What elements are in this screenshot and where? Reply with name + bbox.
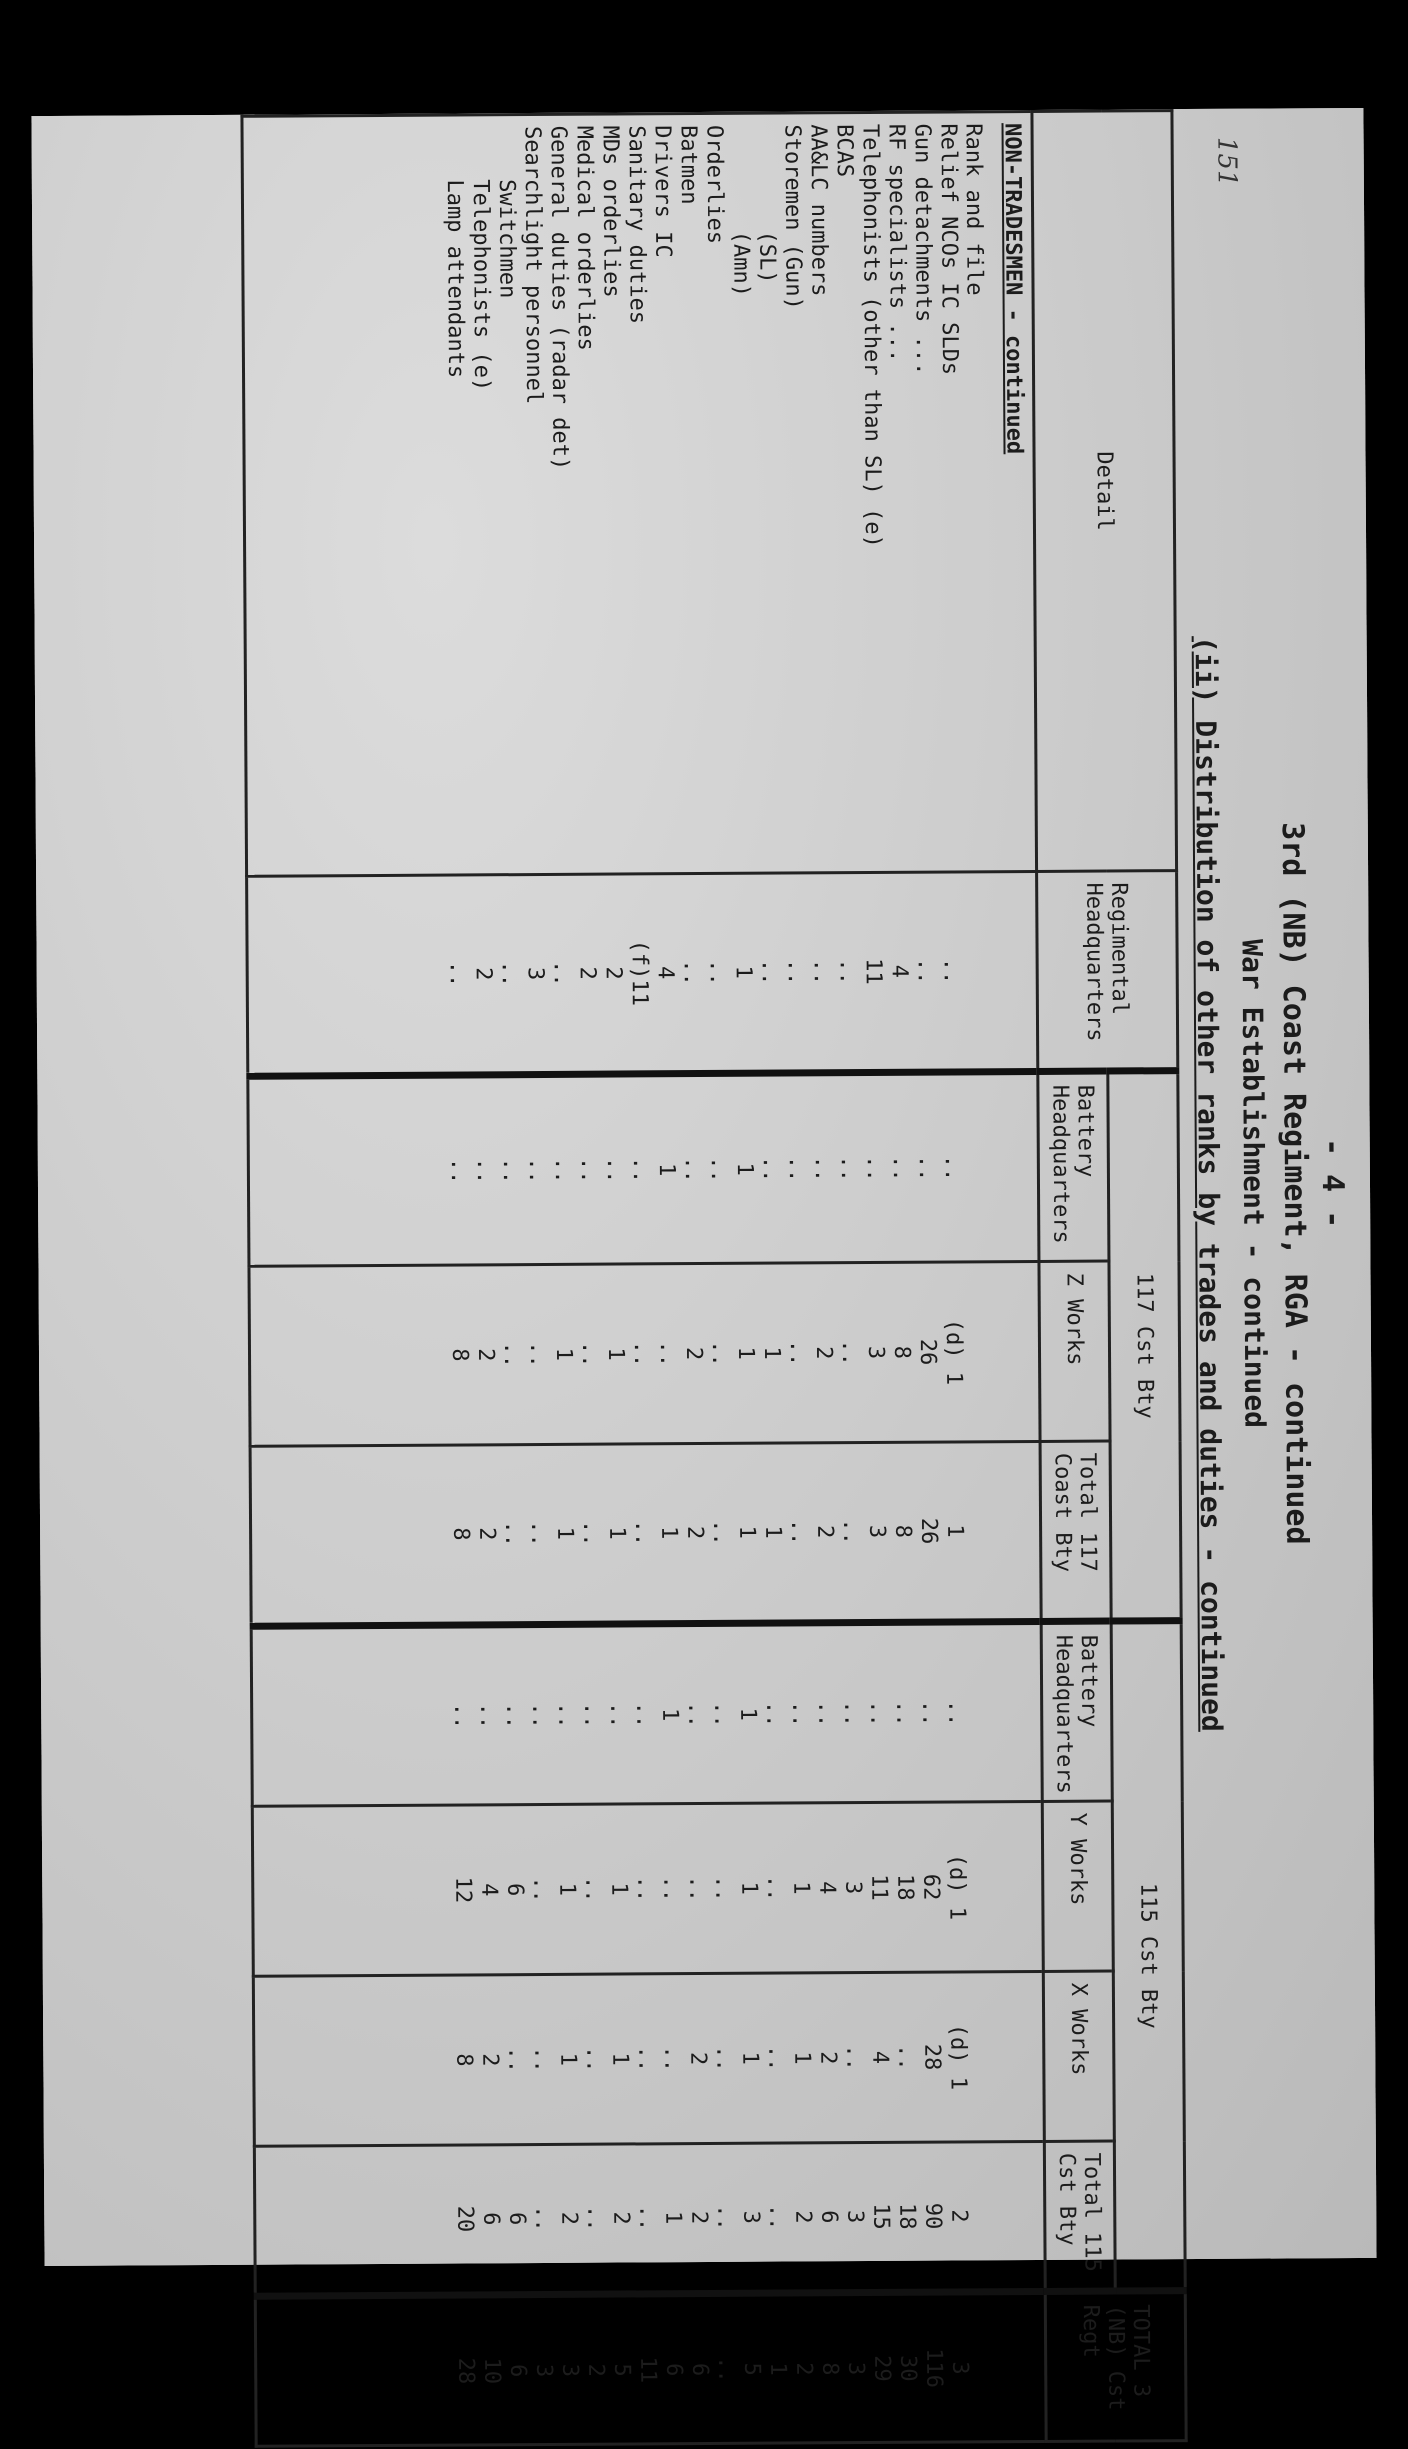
cell-value: 2 [815,2051,841,2065]
cell-value: .. [763,2044,789,2072]
header-115-bty: 115 Cst Bty [1111,1621,1185,2291]
cell-value: .. [704,959,730,986]
row-label: BCAS [831,124,857,178]
row-label: General duties (radar det) [545,125,573,471]
cell-value: .. [498,1341,525,1369]
distribution-table [240,109,1187,2448]
cell-value: .. [787,1700,813,1728]
cell-value: 1 [736,1881,762,1895]
cell-value: .. [528,1876,554,1903]
cell-value: .. [683,1701,709,1728]
col-grand-total [255,2291,1046,2446]
cell-value: .. [497,1157,523,1185]
cell-value: 20 [452,2205,478,2233]
cell-value: 1 [765,2362,791,2376]
cell-value: .. [678,959,704,986]
cell-value: .. [839,1700,865,1727]
cell-value: 1 [760,1525,786,1539]
row-label: RF specialists ... [883,123,910,363]
cell-value: .. [475,1702,501,1730]
cell-value: 15 [868,2203,894,2230]
col-regt-hq [247,871,1038,1076]
cell-value: .. [887,1154,913,1182]
cell-value: 1 [731,1162,757,1176]
cell-value: 2 [946,2209,972,2223]
cell-value: .. [659,2045,685,2073]
cell-value: .. [834,958,860,985]
cell-value: .. [503,2046,529,2074]
cell-value: 1 [734,1525,760,1539]
cell-value: 2 [680,1346,707,1361]
row-label: Telephonists (e) [467,126,495,392]
cell-value: .. [630,1519,656,1547]
cell-value: 8 [451,2053,477,2067]
cell-value: 18 [892,1873,918,1901]
col-x-works [253,1971,1044,2146]
handwritten-mark: 151 [1211,136,1242,187]
cell-value: .. [706,1340,733,1367]
row-label: Switchmen [493,126,520,299]
cell-value: 6 [687,2362,713,2377]
cell-value: 2 [608,2211,634,2225]
detail-cell [242,111,1037,876]
cell-value: 1 [552,1526,578,1541]
cell-value: .. [711,2045,737,2072]
group-label: Rank and file [960,123,987,296]
cell-value: 26 [916,1517,942,1545]
cell-value: 4 [814,1881,840,1895]
row-label: MDs orderlies [597,125,624,298]
section-label: NON-TRADESMEN - continued [999,123,1027,455]
cell-value: 1 [607,2052,633,2066]
cell-value: 8 [888,1345,915,1359]
cell-value: .. [808,958,834,986]
row-label: Searchlight personnel [519,125,547,405]
cell-value: 1 [737,2051,763,2065]
cell-value: (d) 1 [945,2023,971,2091]
cell-value: 3 [842,2209,868,2224]
cell-value: .. [580,1875,606,1903]
cell-value: 18 [894,2202,920,2230]
cell-value: .. [865,1700,891,1727]
document-title: 3rd (NB) Coast Regiment, RGA - continued [1274,822,1315,1545]
rotated-table-sheet [31,108,1376,2411]
cell-value: 1 [788,1881,814,1895]
cell-value: 2 [600,966,626,980]
row-label: AA&LC numbers [805,124,832,297]
col-115-total [254,2141,1045,2296]
col-117-bhq [248,1071,1039,1266]
row-label: Lamp attendants [441,126,469,379]
cell-value: .. [938,957,964,985]
cell-value: 4 [886,964,912,979]
row-label: Storemen (Gun) [779,124,806,310]
cell-value: 3 [947,2361,973,2375]
cell-value: .. [578,1519,604,1547]
cell-value: 2 [685,2051,711,2066]
cell-value: .. [679,1156,705,1183]
row-label: Orderlies [701,124,728,245]
cell-value: .. [632,1875,658,1903]
cell-value: .. [713,2356,739,2383]
cell-value: .. [708,1519,734,1546]
cell-value: 1 [555,2052,581,2067]
cell-value: .. [761,1700,787,1728]
cell-value: .. [939,1154,965,1182]
cell-value: 1 [732,1346,759,1360]
cell-value: 2 [682,1525,708,1540]
cell-value: .. [529,2046,555,2073]
cell-value: 3 [738,2210,764,2224]
row-label: Sanitary duties [623,125,650,325]
cell-value: .. [575,1156,601,1184]
cell-value: .. [893,2043,919,2071]
header-detail: Detail [1032,111,1177,872]
cell-value: .. [712,2204,738,2231]
cell-value: 8 [817,2362,843,2376]
cell-value: 4 [867,2050,893,2065]
cell-value: 5 [739,2362,765,2376]
cell-value: .. [523,1157,549,1184]
row-label: Batmen [675,125,701,205]
cell-value: 1 [550,1347,577,1362]
cell-value: 1 [653,1163,679,1177]
cell-value: .. [496,960,522,988]
cell-value: 6 [505,2363,531,2378]
cell-value: 4 [476,1883,502,1897]
cell-value: 2 [470,967,496,981]
cell-value: .. [445,1157,471,1185]
cell-value: 11 [860,958,886,985]
cell-value: .. [631,1701,657,1729]
cell-value: 1 [660,2211,686,2225]
cell-value: 28 [453,2357,479,2385]
cell-value: 2 [686,2210,712,2225]
cell-value: .. [526,1520,552,1547]
header-x-works: X Works [1043,1971,1114,2141]
cell-value: 2 [556,2211,582,2226]
section-heading: (ii) Distribution of other ranks by trades and duties - continued [1188,635,1229,1732]
cell-value: .. [576,1340,603,1368]
header-117-total: Total 117 Coast Bty [1040,1441,1111,1621]
cell-value: .. [756,958,782,986]
header-117-bty: 117 Cst Bty [1108,1071,1181,1621]
cell-value: .. [444,960,470,988]
cell-value: 6 [502,1882,528,1897]
cell-value: .. [912,957,938,985]
header-y-works: Y Works [1042,1801,1113,1971]
cell-value: 11 [635,2356,661,2384]
cell-value: 2 [574,966,600,980]
cell-value: 2 [477,2053,503,2067]
cell-value: 2 [472,1348,499,1362]
document-page [31,108,1376,2411]
cell-value: .. [524,1341,551,1368]
cell-value: 8 [446,1348,473,1362]
cell-value: 3 [840,1880,866,1895]
cell-value: .. [764,2203,790,2231]
header-grand-total: TOTAL 3 (NB) Cst Regt [1045,2291,1186,2442]
document-subtitle: War Establishment - continued [1235,939,1272,1429]
cell-value: .. [634,2204,660,2232]
row-label: (SL) [753,124,780,284]
cell-value: .. [654,1340,681,1368]
cell-value: .. [783,1155,809,1183]
cell-value: 116 [921,2348,947,2389]
cell-value: 3 [522,966,548,981]
row-label: Telephonists (other than SL) (e) [857,123,886,548]
cell-value: 26 [914,1338,941,1366]
header-z-works: Z Works [1039,1261,1110,1441]
cell-value: 1 [657,1708,683,1722]
cell-value: .. [762,1874,788,1902]
cell-value: .. [605,1701,631,1729]
page-number: - 4 - [1314,1137,1351,1229]
cell-value: .. [710,1875,736,1902]
cell-value: .. [943,1699,969,1727]
cell-value: 90 [920,2202,946,2230]
header-117-bhq: Battery Headquarters [1038,1071,1109,1261]
cell-value: (f)11 [626,939,652,1007]
cell-value: 8 [448,1527,474,1541]
cell-value: .. [527,1702,553,1729]
cell-value: 1 [942,1524,968,1538]
cell-value: .. [891,1699,917,1727]
cell-value: .. [449,1702,475,1730]
cell-value: 11 [866,1874,892,1901]
cell-value: 6 [504,2211,530,2226]
cell-value: .. [705,1156,731,1183]
cell-value: .. [784,1339,811,1367]
col-y-works [252,1801,1043,1976]
cell-value: 2 [790,2210,816,2224]
table-body [242,111,1046,2446]
col-117-total [250,1441,1041,1626]
cell-value: 1 [606,1882,632,1896]
cell-value: .. [658,1875,684,1903]
cell-value: .. [579,1701,605,1729]
cell-value: .. [757,1155,783,1183]
cell-value: 2 [810,1346,837,1360]
cell-value: .. [581,2045,607,2073]
cell-value: .. [709,1701,735,1728]
cell-value: 3 [557,2363,583,2378]
cell-value: 1 [602,1347,629,1361]
cell-value: 4 [652,966,678,980]
cell-value: 1 [656,1526,682,1540]
header-115-bhq: Battery Headquarters [1041,1621,1112,1801]
cell-value: .. [500,1520,526,1548]
cell-value: (d) 1 [940,1318,967,1386]
cell-value: .. [782,958,808,986]
cell-value: .. [501,1702,527,1730]
cell-value: 3 [843,2361,869,2376]
header-regt-hq: Regimental Headquarters [1037,871,1178,1072]
cell-value: 3 [531,2363,557,2378]
cell-value: .. [627,1156,653,1184]
cell-value: 10 [479,2357,505,2385]
cell-value: .. [471,1157,497,1185]
cell-value: (d) 1 [944,1853,970,1921]
cell-value: 2 [474,1527,500,1541]
cell-value: 1 [735,1707,761,1721]
cell-value: 5 [609,2363,635,2377]
cell-value: 6 [478,2212,504,2226]
col-z-works [249,1261,1040,1446]
row-labels [441,123,965,863]
cell-value: .. [786,1518,812,1546]
cell-value: .. [548,960,574,987]
cell-value: 8 [890,1524,916,1538]
cell-value: 1 [604,1526,630,1540]
cell-value: .. [841,2044,867,2071]
cell-value: .. [530,2205,556,2232]
cell-value: 6 [816,2210,842,2224]
row-label: (Amn) [727,124,754,298]
col-115-bhq [251,1621,1042,1806]
cell-value: .. [809,1155,835,1183]
row-label: Medical orderlies [571,125,598,351]
cell-value: .. [582,2204,608,2232]
cell-value: .. [553,1702,579,1729]
cell-value: 30 [895,2354,921,2382]
row-label: Gun detachments ... [909,123,937,376]
cell-value: 2 [812,1525,838,1539]
cell-value: 29 [869,2355,895,2382]
cell-value: .. [813,1700,839,1728]
row-label: Drivers IC [649,125,676,258]
cell-value: 12 [450,1876,476,1904]
cell-value: 6 [661,2363,687,2377]
cell-value: 1 [789,2051,815,2065]
cell-value: .. [633,2045,659,2073]
cell-value: 28 [919,2043,945,2071]
cell-value: .. [836,1339,863,1366]
cell-value: 3 [864,1524,890,1539]
cell-value: 62 [918,1873,944,1901]
cell-value: .. [917,1699,943,1727]
cell-value: .. [628,1340,655,1368]
cell-value: .. [838,1518,864,1545]
cell-value: .. [684,1875,710,1902]
cell-value: .. [861,1155,887,1182]
header-115-total: Total 115 Cst Bty [1044,2141,1115,2291]
cell-value: 2 [791,2362,817,2376]
cell-value: 3 [862,1345,889,1360]
cell-value: .. [549,1157,575,1184]
cell-value: 1 [554,1882,580,1897]
cell-value: .. [835,1155,861,1182]
cell-value: .. [601,1156,627,1184]
cell-value: .. [913,1154,939,1182]
row-label: Relief NCOs IC SLDs [935,123,963,376]
cell-value: 1 [758,1346,785,1360]
cell-value: 2 [583,2363,609,2377]
cell-value: 1 [730,965,756,979]
